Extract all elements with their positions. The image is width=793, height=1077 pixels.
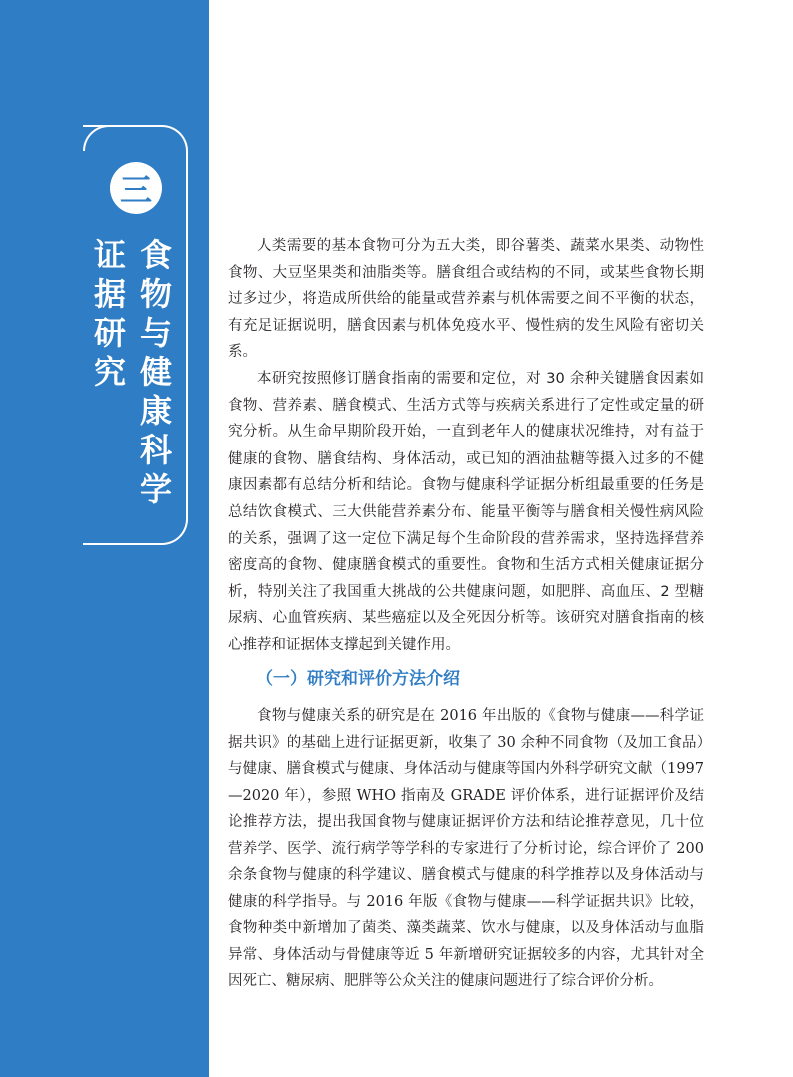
chapter-title-line2-char: 研: [93, 314, 126, 352]
chapter-title-line1-char: 学: [139, 470, 172, 508]
paragraph-2: 本研究按照修订膳食指南的需要和定位，对 30 余种关键膳食因素如食物、营养素、膳食模式、生活方式等与疾病关系进行了定性或定量的研究分析。从生命早期阶段开始，一直到老年人的健康状况维持，对有益于健康的食物、膳食结构、身体活动，或已知的酒油盐糖等摄入过多的不健康因素都有总结分析和结论。食物与健康科学证据分析组最重要的任务是总结饮食模式、三大供能营养素分布、能量平衡等与膳食相关慢性病风险的关系，强调了这一定位下满足每个生命阶段的营养需求，坚持选择营养密度高的食物、健康膳食模式的重要性。食物和生活方式相关健康证据分析，特别关注了我国重大挑战的公共健康问题，如肥胖、高血压、2 型糖尿病、心血管疾病、某些癌症以及全死因分析等。该研究对膳食指南的核心推荐和证据体支撑起到关键作用。: [228, 370, 704, 653]
chapter-number-badge: 三: [110, 162, 162, 214]
section-heading: （一）研究和评价方法介绍: [256, 669, 460, 689]
chapter-title-line1-char: 康: [139, 392, 172, 430]
chapter-title-line1-char: 健: [139, 353, 172, 391]
chapter-title-line1-char: 科: [139, 431, 172, 469]
chapter-title-line1-char: 食: [139, 236, 172, 274]
chapter-title-line2-char: 证: [93, 236, 126, 274]
intro-text: [228, 233, 704, 659]
chapter-title-line1: [136, 236, 176, 509]
chapter-title-line2: [90, 236, 130, 392]
chapter-title-line1-char: 物: [139, 275, 172, 313]
chapter-title-line2-char: 究: [93, 353, 126, 391]
paragraph-1: 人类需要的基本食物可分为五大类，即谷薯类、蔬菜水果类、动物性食物、大豆坚果类和油脂类等。膳食组合或结构的不同，或某些食物长期过多过少，将造成所供给的能量或营养素与机体需要之间不平衡的状态，有充足证据说明，膳食因素与机体免疫水平、慢性病的发生风险有密切关系。: [228, 238, 704, 361]
chapter-title-line1-char: 与: [139, 314, 172, 352]
section-paragraph: 食物与健康关系的研究是在 2016 年出版的《食物与健康——科学证据共识》的基础上进行证据更新，收集了 30 余种不同食物（及加工食品）与健康、膳食模式与健康、身体活动与健康等国内外科学研究文献（1997—2020 年），参照 WHO 指南及 GRADE 评价体系，进行证据评价及结论推荐方法，提出我国食物与健康证据评价方法和结论推荐意见，几十位营养学、医学、流行病学等学科的专家进行了分析讨论，综合评价了 200 余条食物与健康的科学建议、膳食模式与健康的科学推荐以及身体活动与健康的科学指导。与 2016 年版《食物与健康——科学证据共识》比较，食物种类中新增加了菌类、藻类蔬菜、饮水与健康，以及身体活动与血脂异常、身体活动与骨健康等近 5 年新增研究证据较多的内容，尤其针对全因死亡、糖尿病、肥胖等公众关注的健康问题进行了综合评价分析。: [228, 708, 704, 989]
section-text: [228, 703, 704, 995]
chapter-title-line2-char: 据: [93, 275, 126, 313]
chapter-sidebar: [0, 0, 209, 1077]
